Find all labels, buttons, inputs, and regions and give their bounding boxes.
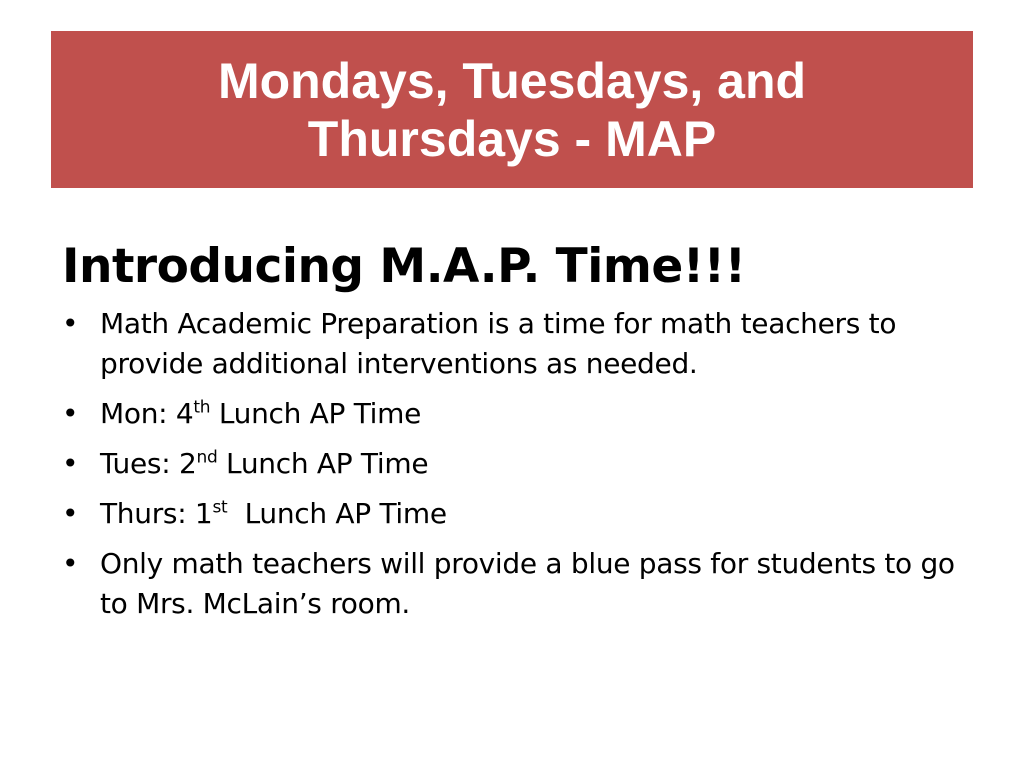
bullet-item-tuesday bbox=[62, 444, 962, 484]
bullet-item-map-description bbox=[62, 304, 962, 384]
bullet-text-prefix: Thurs: 1 bbox=[100, 497, 213, 530]
ordinal-suffix: th bbox=[193, 397, 211, 418]
slide-title bbox=[82, 52, 942, 168]
bullet-text-suffix: Lunch AP Time bbox=[227, 497, 447, 530]
bullet-icon: • bbox=[62, 547, 79, 580]
ordinal-suffix: st bbox=[212, 497, 228, 518]
bullet-text-suffix: Lunch AP Time bbox=[210, 397, 422, 430]
bullet-icon: • bbox=[62, 497, 79, 530]
title-bar bbox=[51, 31, 973, 188]
bullet-icon: • bbox=[62, 397, 79, 430]
bullet-text-suffix: Lunch AP Time bbox=[217, 447, 429, 480]
slide-title-line-1: Mondays, Tuesdays, and bbox=[217, 52, 807, 109]
bullet-icon: • bbox=[62, 307, 79, 340]
bullet-item-monday bbox=[62, 394, 962, 434]
bullet-list bbox=[62, 304, 962, 624]
bullet-icon: • bbox=[62, 447, 79, 480]
bullet-text: Math Academic Preparation is a time for math teachers to provide additional interventions as needed. bbox=[100, 307, 897, 380]
ordinal-suffix: nd bbox=[196, 447, 218, 468]
slide-content bbox=[62, 236, 962, 634]
bullet-text-prefix: Mon: 4 bbox=[100, 397, 194, 430]
slide-title-line-2: Thursdays - MAP bbox=[307, 110, 717, 167]
bullet-text-prefix: Tues: 2 bbox=[100, 447, 197, 480]
bullet-item-thursday bbox=[62, 494, 962, 534]
bullet-text: Only math teachers will provide a blue pass for students to go to Mrs. McLain’s room. bbox=[100, 547, 955, 620]
bullet-item-blue-pass bbox=[62, 544, 962, 624]
content-heading: Introducing M.A.P. Time!!! bbox=[62, 239, 746, 294]
